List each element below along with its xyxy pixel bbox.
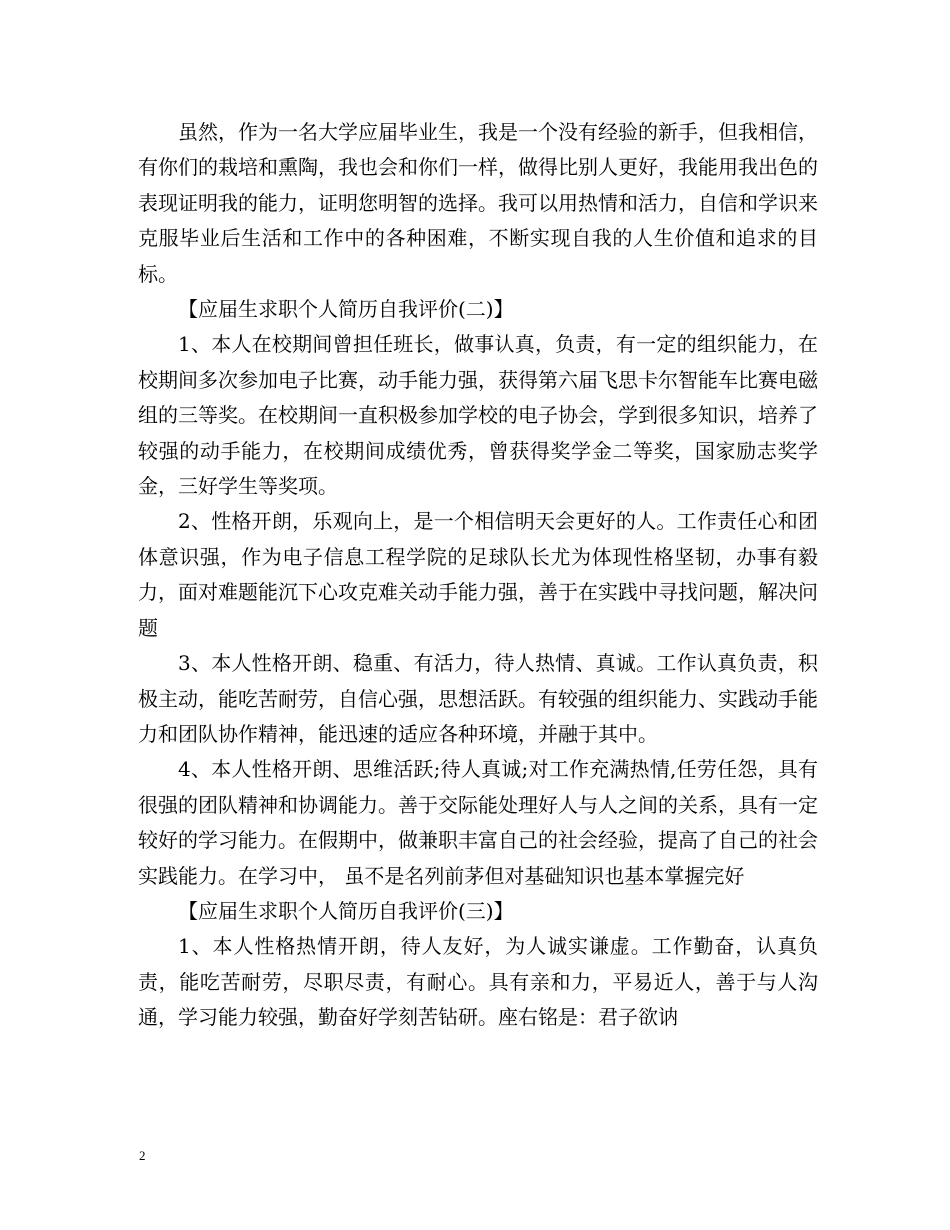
- page-number: 2: [139, 1148, 146, 1163]
- paragraph-intro: 虽然，作为一名大学应届毕业生，我是一个没有经验的新手，但我相信，有你们的栽培和熏陶，我也会和你们一样，做得比别人更好，我能用我出色的表现证明我的能力，证明您明智的选择。我可以用热情和活力，自信和学识来克服毕业后生活和工作中的各种困难，不断实现自我的人生价值和追求的目标。: [138, 120, 818, 286]
- section-heading-3: 【应届生求职个人简历自我评价(三)】: [178, 898, 514, 923]
- paragraph-item-4: 4、本人性格开朗、思维活跃;待人真诚;对工作充满热情,任劳任怨，具有很强的团队精神和协调能力。善于交际能处理好人与人之间的关系，具有一定较好的学习能力。在假期中，做兼职丰富自己的社会经验，提高了自己的社会实践能力。在学习中， 虽不是名列前茅但对基础知识也基本掌握完好: [138, 757, 818, 888]
- paragraph-section3-item-1: 1、本人性格热情开朗，待人友好，为人诚实谦虚。工作勤奋，认真负责，能吃苦耐劳，尽职尽责，有耐心。具有亲和力，平易近人，善于与人沟通，学习能力较强，勤奋好学刻苦钻研。座右铭是：君子欲讷: [138, 934, 818, 1030]
- paragraph-item-2: 2、性格开朗，乐观向上，是一个相信明天会更好的人。工作责任心和团体意识强，作为电子信息工程学院的足球队长尤为体现性格坚韧，办事有毅力，面对难题能沉下心攻克难关动手能力强，善于在实践中寻找问题，解决问题: [138, 509, 818, 640]
- document-body: [138, 115, 818, 1036]
- paragraph-item-3: 3、本人性格开朗、稳重、有活力，待人热情、真诚。工作认真负责，积极主动，能吃苦耐劳，自信心强，思想活跃。有较强的组织能力、实践动手能力和团队协作精神，能迅速的适应各种环境，并融于其中。: [138, 651, 818, 746]
- paragraph-item-1: 1、本人在校期间曾担任班长，做事认真，负责，有一定的组织能力，在校期间多次参加电子比赛，动手能力强，获得第六届飞思卡尔智能车比赛电磁组的三等奖。在校期间一直积极参加学校的电子协会，学到很多知识，培养了较强的动手能力，在校期间成绩优秀，曾获得奖学金二等奖，国家励志奖学金，三好学生等奖项。: [138, 332, 818, 499]
- section-heading-2: 【应届生求职个人简历自我评价(二)】: [178, 297, 514, 322]
